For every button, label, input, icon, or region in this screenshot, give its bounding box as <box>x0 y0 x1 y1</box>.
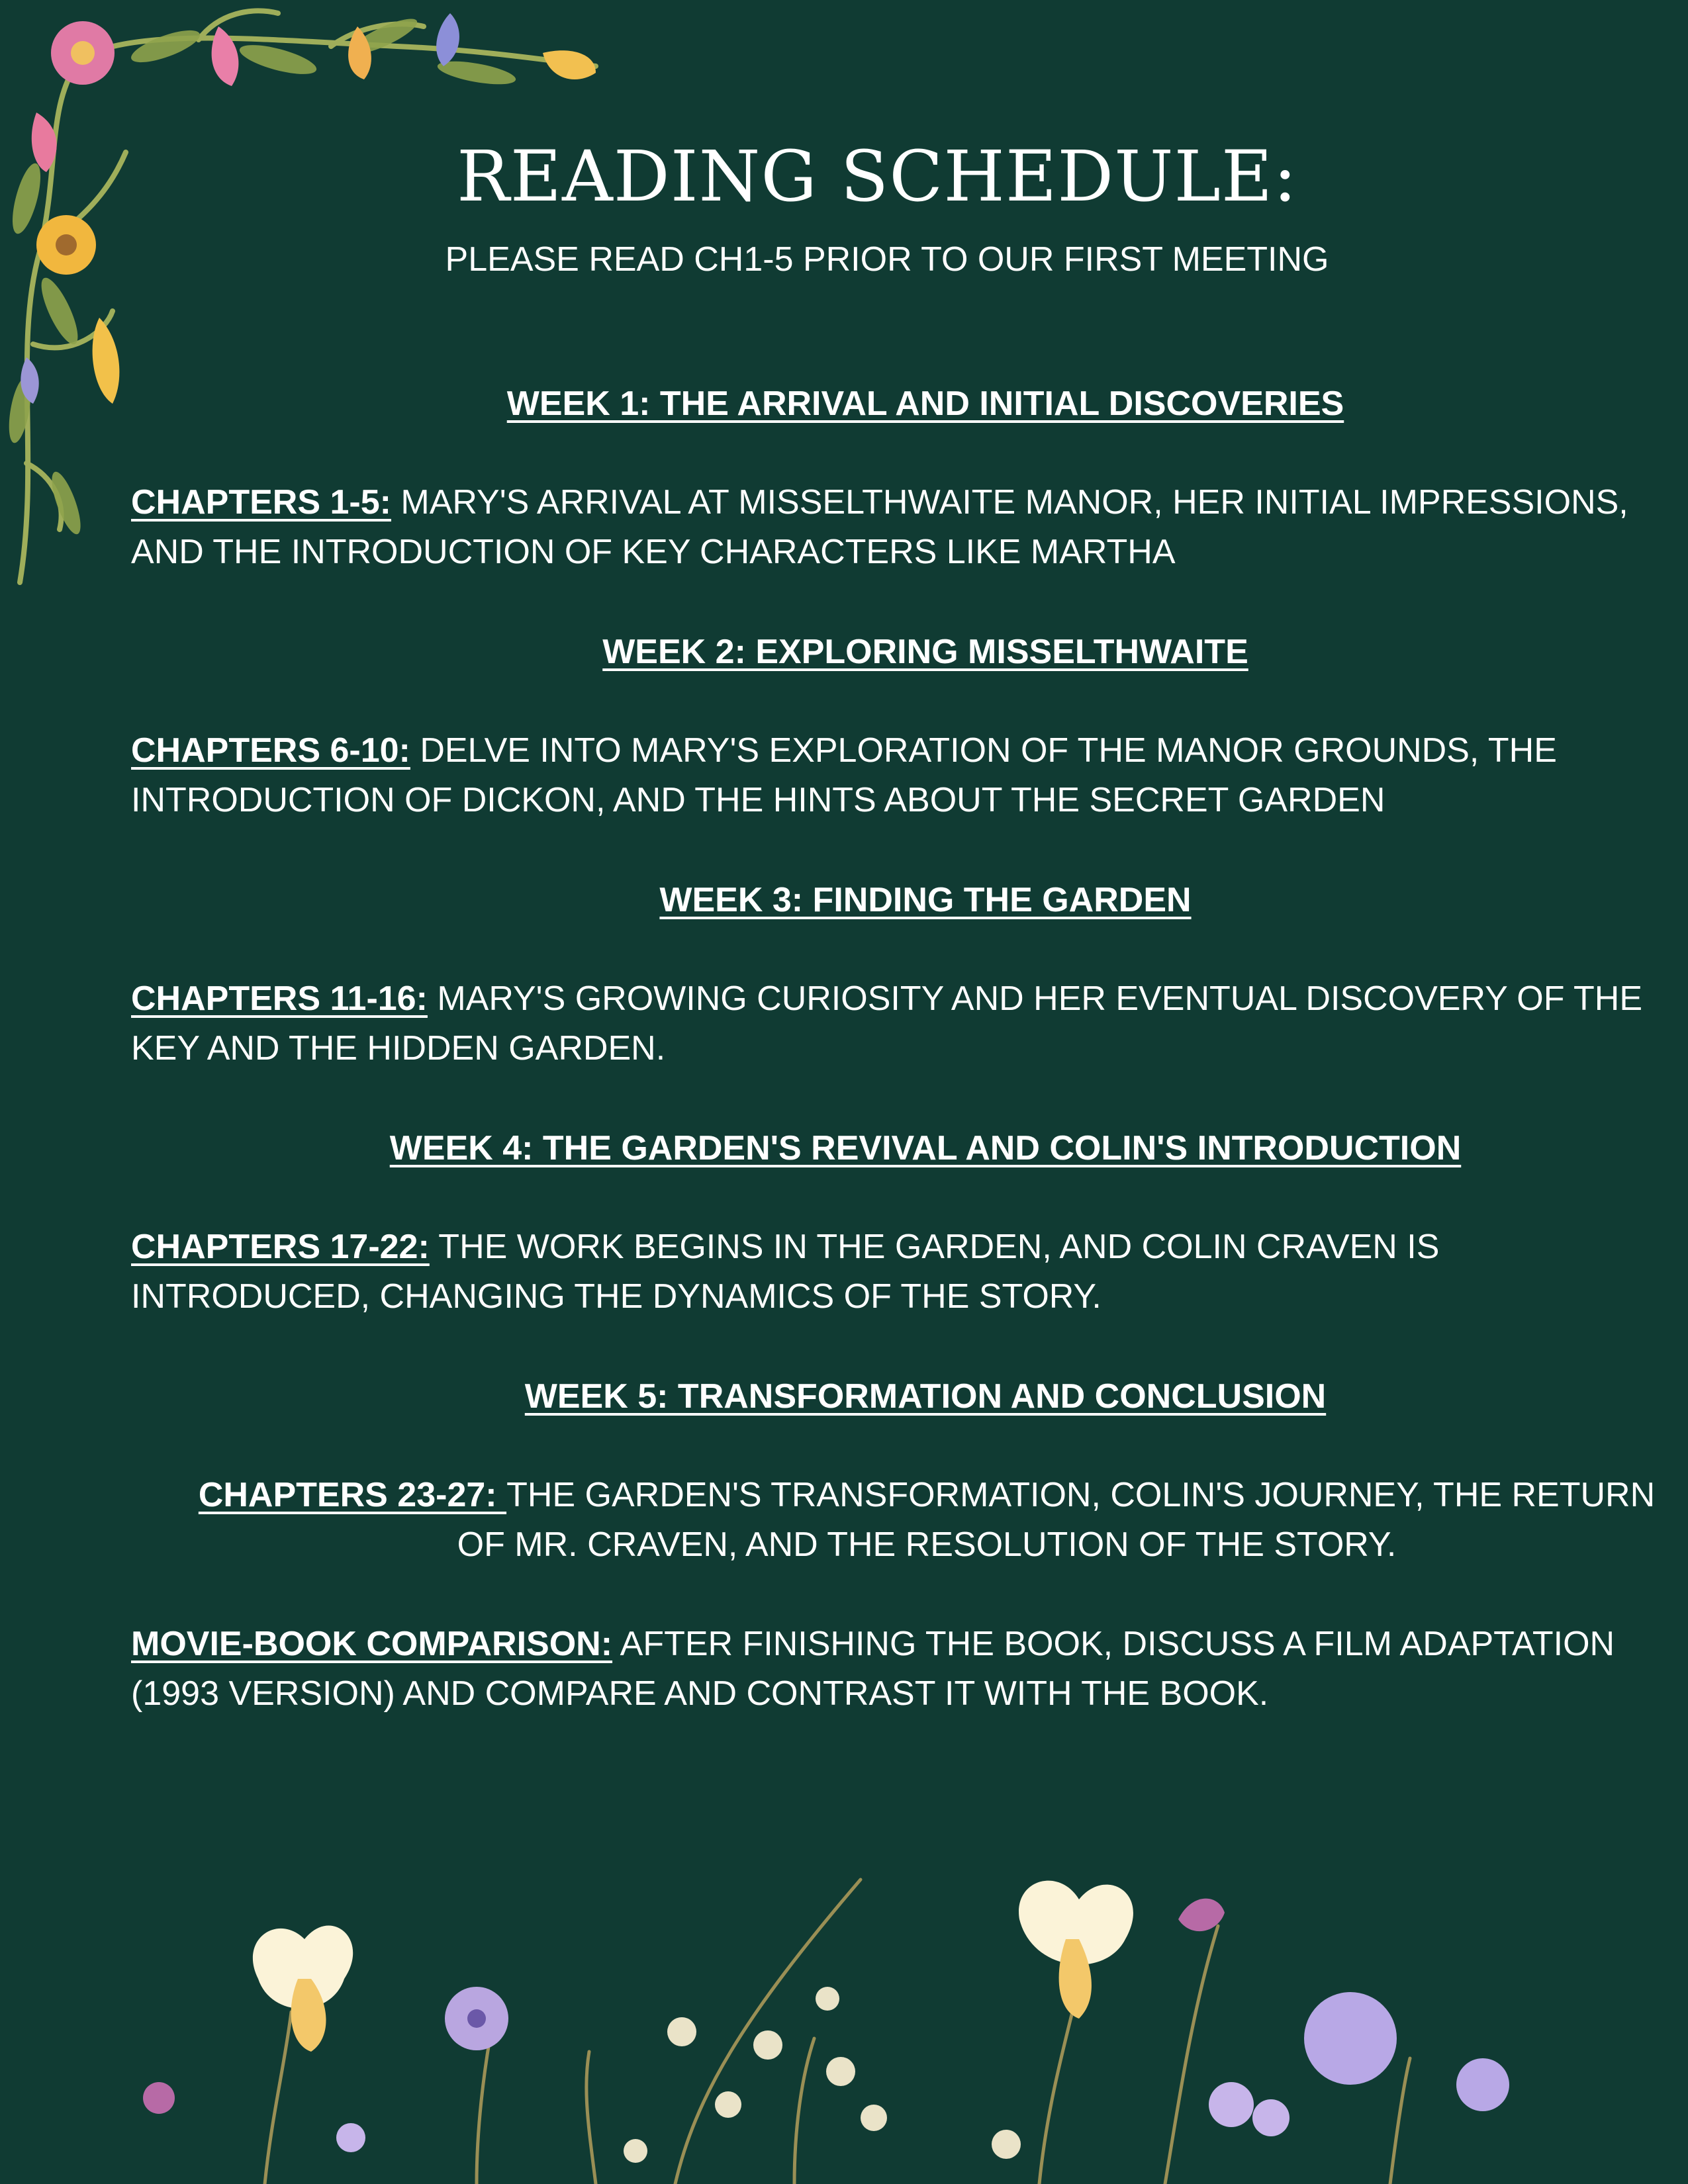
page-title: READING SCHEDULE: <box>456 136 1298 217</box>
week-4-chapters <box>131 1222 1673 1322</box>
week-4-chapters-text: THE WORK BEGINS IN THE GARDEN, AND COLIN CRAVEN IS INTRODUCED, CHANGING THE DYNAMICS OF THE STORY. <box>131 1228 1440 1316</box>
week-5-chapters-label: CHAPTERS 23-27: <box>198 1476 507 1514</box>
week-5-chapters-text-line2: OF MR. CRAVEN, AND THE RESOLUTION OF THE STORY. <box>457 1525 1397 1564</box>
week-1-heading: WEEK 1: THE ARRIVAL AND INITIAL DISCOVERIES <box>506 385 1344 423</box>
week-1-chapters-text: MARY'S ARRIVAL AT MISSELTHWAITE MANOR, HER INITIAL IMPRESSIONS, AND THE INTRODUCTION OF KEY CHARACTERS LIKE MARTHA <box>131 483 1628 571</box>
page-subtitle: PLEASE READ CH1-5 PRIOR TO OUR FIRST MEETING <box>445 240 1329 279</box>
week-5-chapters <box>132 1471 1688 1570</box>
week-5-heading: WEEK 5: TRANSFORMATION AND CONCLUSION <box>524 1377 1327 1416</box>
week-5-chapters-text: THE GARDEN'S TRANSFORMATION, COLIN'S JOURNEY, THE RETURN <box>506 1476 1656 1514</box>
week-3-chapters <box>131 974 1673 1073</box>
comparison-label: MOVIE-BOOK COMPARISON: <box>131 1625 613 1663</box>
week-1-chapters-label: CHAPTERS 1-5: <box>131 483 391 522</box>
week-3-chapters-text: MARY'S GROWING CURIOSITY AND HER EVENTUAL DISCOVERY OF THE KEY AND THE HIDDEN GARDEN. <box>131 979 1643 1068</box>
week-4-heading: WEEK 4: THE GARDEN'S REVIVAL AND COLIN'S INTRODUCTION <box>389 1129 1462 1167</box>
week-2-chapters-label: CHAPTERS 6-10: <box>131 731 410 770</box>
week-2-chapters <box>131 726 1673 825</box>
week-4-chapters-label: CHAPTERS 17-22: <box>131 1228 430 1266</box>
comparison-text: AFTER FINISHING THE BOOK, DISCUSS A FILM ADAPTATION (1993 VERSION) AND COMPARE AND CONTRAST IT WITH THE BOOK. <box>131 1625 1615 1713</box>
week-3-chapters-label: CHAPTERS 11-16: <box>131 979 428 1018</box>
week-2-chapters-text: DELVE INTO MARY'S EXPLORATION OF THE MANOR GROUNDS, THE INTRODUCTION OF DICKON, AND THE HINTS ABOUT THE SECRET GARDEN <box>131 731 1557 819</box>
week-3-heading: WEEK 3: FINDING THE GARDEN <box>659 881 1192 919</box>
movie-book-comparison <box>131 1619 1673 1719</box>
wildflower-border-illustration <box>132 1866 1556 2184</box>
week-1-chapters <box>131 478 1673 577</box>
week-2-heading: WEEK 2: EXPLORING MISSELTHWAITE <box>602 633 1248 671</box>
